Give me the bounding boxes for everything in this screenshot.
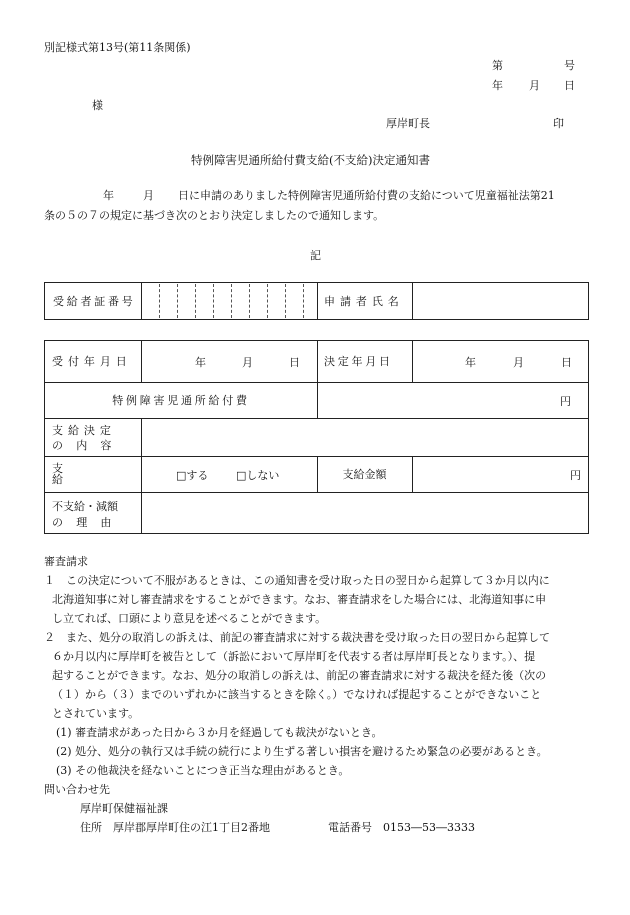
issuer-name: 厚岸町長 — [386, 117, 430, 130]
decided-month: 月 — [513, 356, 524, 369]
received-date-label-text: 受付年月日 — [52, 355, 132, 368]
digit-divider — [195, 284, 196, 318]
form-number: 別記様式第13号(第11条関係) — [44, 41, 191, 54]
decision-table — [44, 340, 589, 534]
contact-address: 住所 厚岸郡厚岸町住の江1丁目2番地 — [80, 821, 270, 834]
received-date-label — [45, 341, 141, 382]
intro-month: 月 — [143, 189, 154, 202]
digit-divider — [231, 284, 232, 318]
appeal-p2-line2: ６か月以内に厚岸町を被告として（訴訟において厚岸町を代表する者は厚岸町長となります。）、提 — [52, 650, 536, 663]
digit-divider — [285, 284, 286, 318]
appeal-heading: 審査請求 — [44, 555, 88, 568]
option-no[interactable]: □しない — [236, 469, 280, 482]
received-year: 年 — [195, 356, 206, 369]
intro-text-line2: 条の５の７の規定に基づき次のとおり決定しましたので通知します。 — [44, 209, 385, 222]
received-day: 日 — [289, 356, 300, 369]
digit-divider — [159, 284, 160, 318]
header-date-day: 日 — [564, 79, 575, 92]
reason-label-line2 — [52, 517, 125, 528]
amount-label — [317, 456, 412, 492]
appeal-p2-line4: （１）から（３）までのいずれかに該当するときを除く。）でなければ提起することができないこと — [52, 688, 542, 701]
benefit-yen: 円 — [560, 395, 571, 408]
reason-label-line1: 不支給・減額 — [52, 500, 118, 513]
appeal-item-1: (1) 審査請求があった日から３か月を経過しても裁決がないとき。 — [56, 726, 383, 739]
decided-year: 年 — [465, 356, 476, 369]
content-label-line1-text: 支給決定 — [52, 424, 116, 437]
addressee-sama: 様 — [92, 99, 103, 112]
appeal-p2-line5: とされています。 — [52, 707, 140, 720]
header-date-month: 月 — [529, 79, 540, 92]
applicant-name-label — [317, 283, 412, 319]
digit-divider — [177, 284, 178, 318]
digit-divider — [213, 284, 214, 318]
appeal-p1-line1: １ この決定について不服があるときは、この通知書を受け取った日の翌日から起算して３か月以内に — [44, 574, 550, 587]
payment-label — [45, 456, 141, 492]
digit-divider — [267, 284, 268, 318]
applicant-name-label-text: 申請者氏名 — [324, 294, 404, 308]
seal-mark: 印 — [553, 117, 564, 130]
appeal-item-2: (2) 処分、処分の執行又は手続の続行により生ずる著しい損害を避けるため緊急の必要があるとき。 — [56, 745, 548, 758]
appeal-p2-line1: ２ また、処分の取消しの訴えは、前記の審査請求に対する裁決書を受け取った日の翌日から起算して — [44, 631, 550, 644]
doc-number-go: 号 — [564, 59, 575, 72]
header-date-year: 年 — [492, 79, 503, 92]
intro-text-line1: 日に申請のありました特例障害児通所給付費の支給について児童福祉法第21 — [178, 189, 555, 202]
appeal-p2-line3: 起することができます。なお、処分の取消しの訴えは、前記の審査請求に対する裁決を経た後（次の — [52, 669, 547, 682]
content-label-line2 — [52, 440, 136, 451]
appeal-p1-line2: 北海道知事に対し審査請求をすることができます。なお、審査請求をした場合には、北海道知事に申 — [52, 593, 547, 606]
cert-number-label — [45, 283, 141, 319]
decided-date-label — [317, 341, 412, 382]
ki-heading: 記 — [310, 249, 321, 262]
received-month: 月 — [242, 356, 253, 369]
amount-yen: 円 — [570, 469, 581, 482]
appeal-item-3: (3) その他裁決を経ないことにつき正当な理由があるとき。 — [56, 764, 350, 777]
appeal-p1-line3: し立てれば、口頭により意見を述べることができます。 — [52, 612, 327, 625]
cert-number-label-text: 受給者証番号 — [53, 294, 136, 308]
contact-heading: 問い合わせ先 — [44, 783, 110, 796]
contact-department: 厚岸町保健福祉課 — [80, 802, 168, 815]
decided-date-label-text: 決定年月日 — [324, 355, 393, 368]
digit-divider — [303, 284, 304, 318]
doc-number-dai: 第 — [492, 59, 503, 72]
reason-label-line2-text: の理由 — [52, 516, 125, 529]
benefit-label-text: 特例障害児通所給付費 — [112, 393, 250, 407]
decided-day: 日 — [561, 356, 572, 369]
document-title: 特例障害児通所給付費支給(不支給)決定通知書 — [191, 153, 430, 167]
content-label-line2-text: の内容 — [52, 439, 125, 452]
digit-divider — [249, 284, 250, 318]
content-label-line1 — [52, 425, 136, 436]
amount-label-text: 支給金額 — [342, 467, 387, 481]
contact-phone: 電話番号 0153―53―3333 — [328, 821, 475, 834]
benefit-label — [45, 382, 317, 418]
certificate-table — [44, 282, 589, 320]
option-yes[interactable]: □する — [176, 469, 209, 482]
intro-year: 年 — [103, 189, 114, 202]
payment-label-text: 支給 — [52, 462, 114, 486]
applicant-name-value[interactable] — [412, 283, 588, 319]
